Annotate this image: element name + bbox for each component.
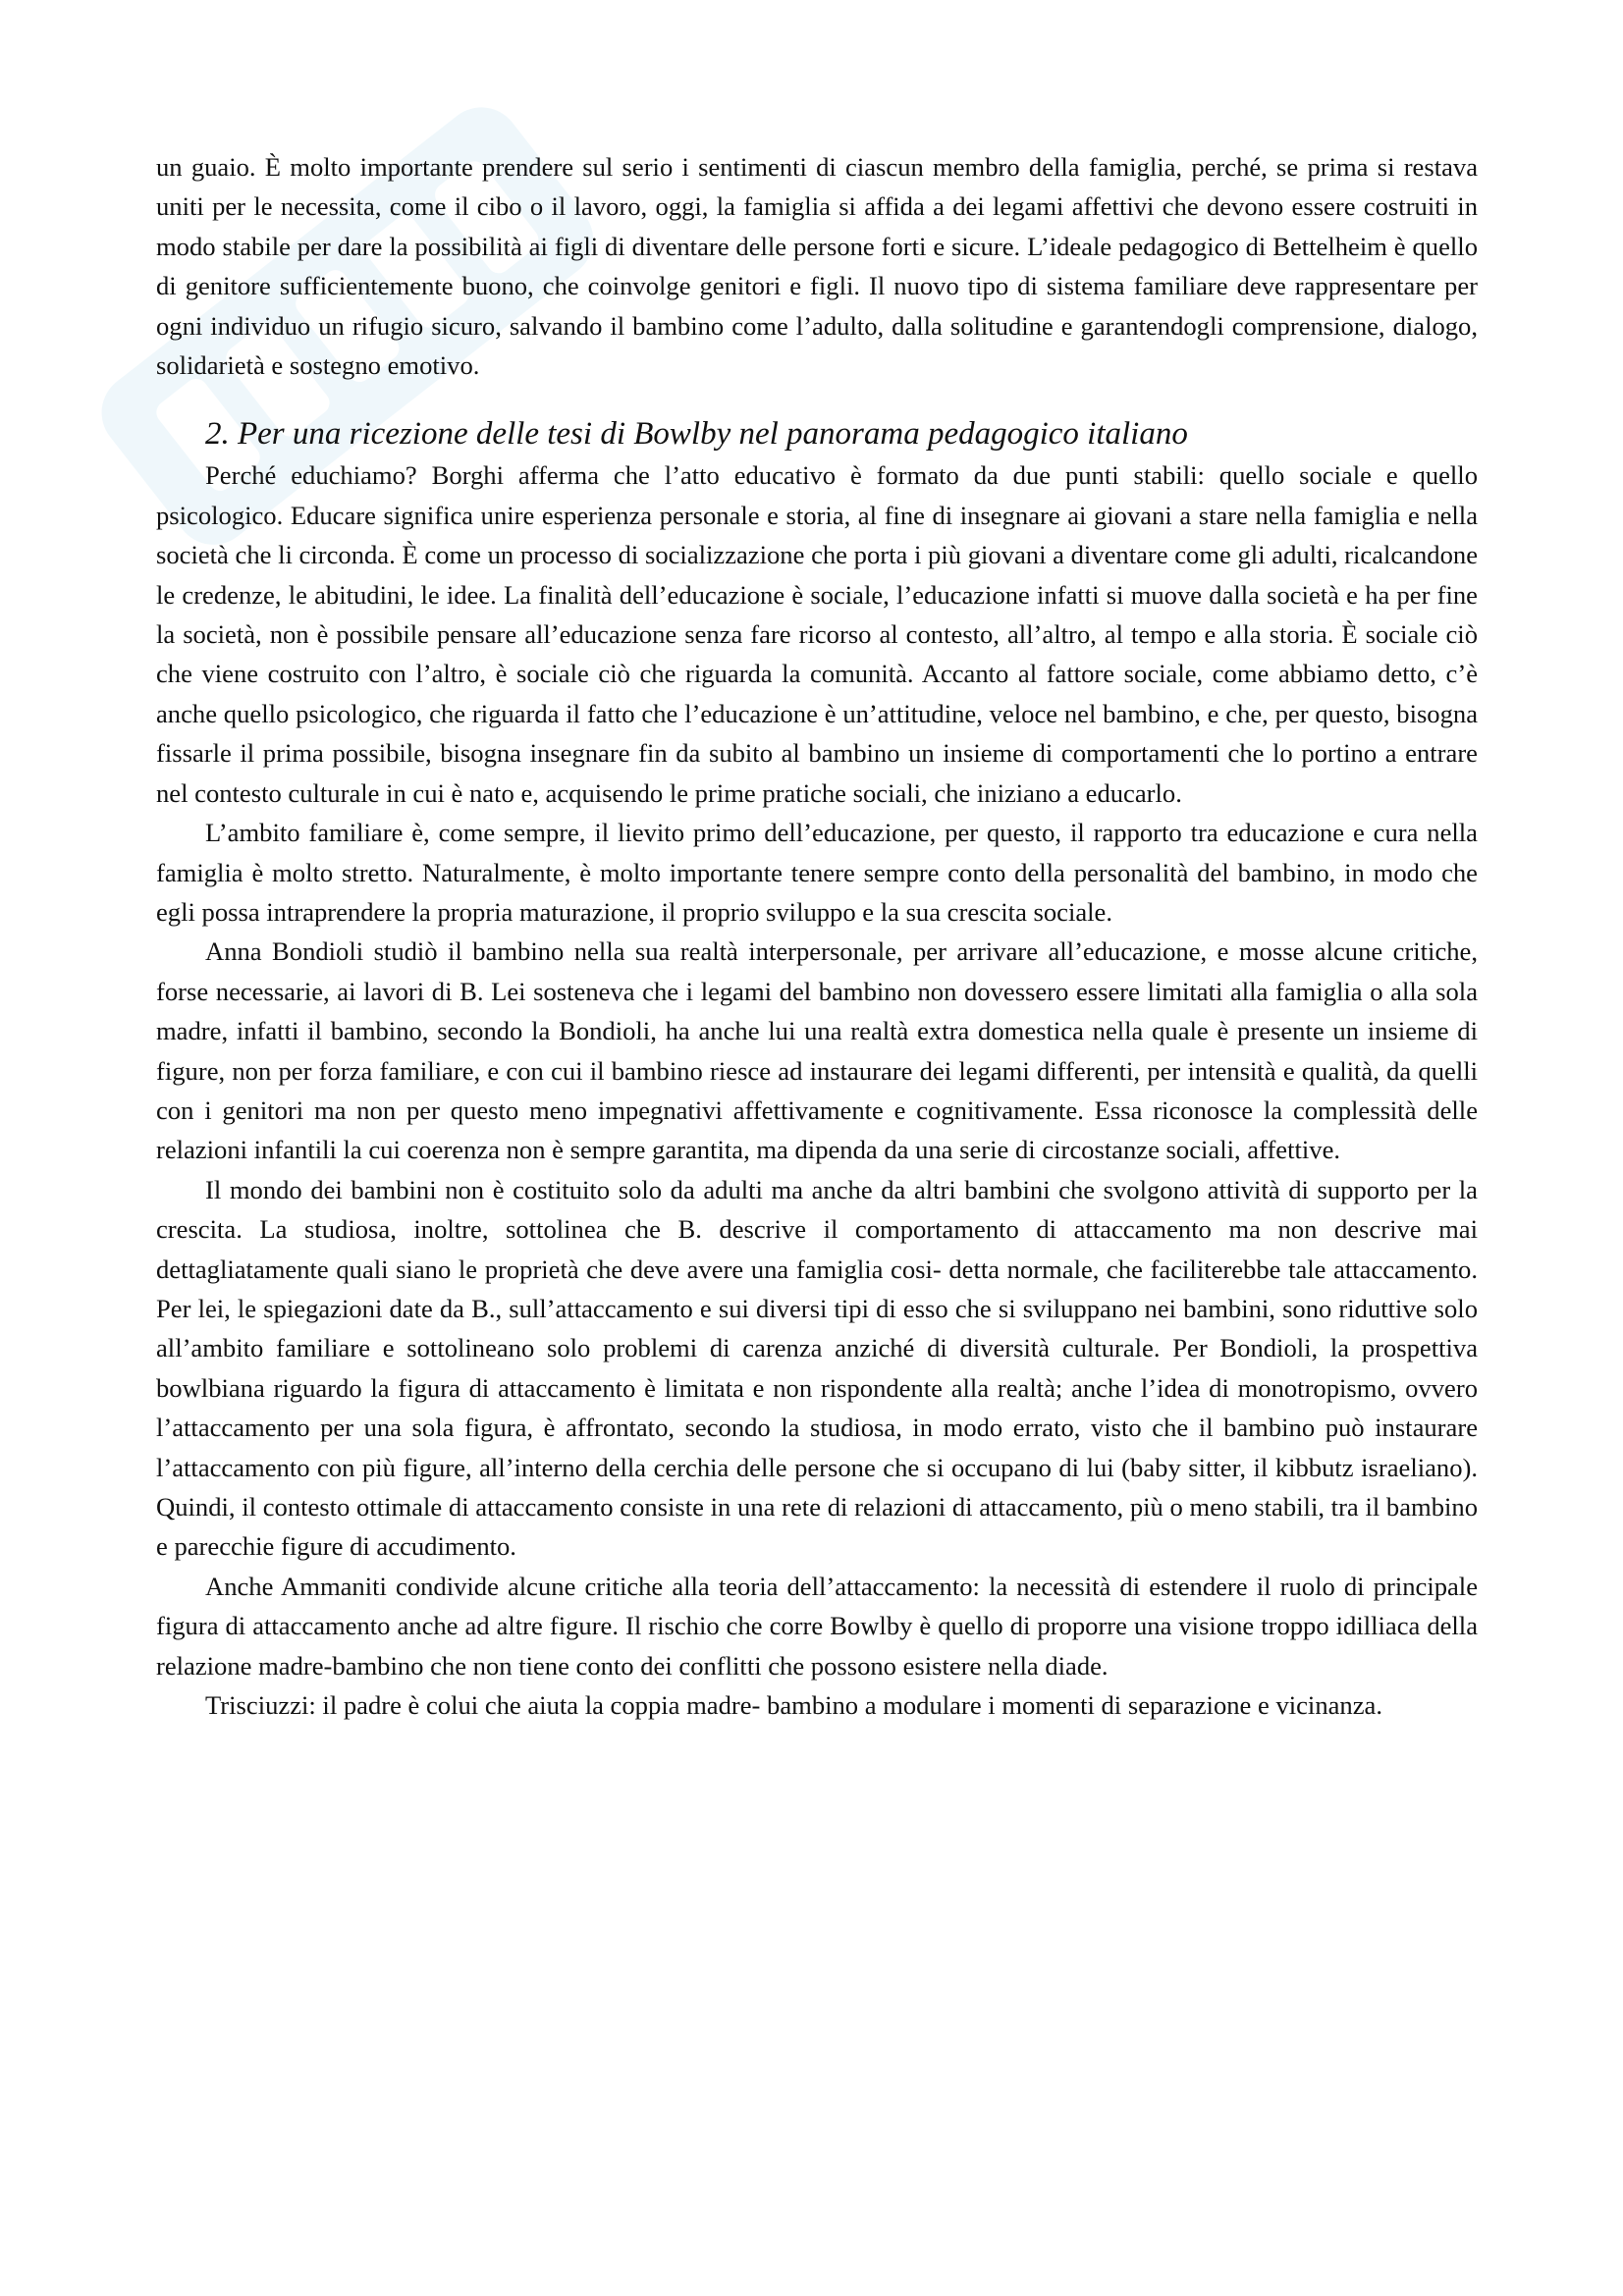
paragraph: L’ambito familiare è, come sempre, il lievito primo dell’educazione, per questo, il rapporto tra educazione e cura nella famiglia è molto stretto. Naturalmente, è molto importante tenere sempre conto della personalità del bambino, in modo che egli possa intraprendere la propria maturazione, il proprio sviluppo e la sua crescita sociale. [156, 818, 1478, 927]
section-heading: 2. Per una ricezione delle tesi di Bowlby nel panorama pedagogico italiano [205, 416, 1188, 453]
document-page [156, 147, 1478, 1725]
paragraph-intro: un guaio. È molto importante prendere sul serio i sentimenti di ciascun membro della famiglia, perché, se prima si restava uniti per le necessita, come il cibo o il lavoro, oggi, la famiglia si affida a dei legami affettivi che devono essere costruiti in modo stabile per dare la possibilità ai figli di diventare delle persone forti e sicure. L’ideale pedagogico di Bettelheim è quello di genitore sufficientemente buono, che coinvolge genitori e figli. Il nuovo tipo di sistema familiare deve rappresentare per ogni individuo un rifugio sicuro, salvando il bambino come l’adulto, dalla solitudine e garantendogli comprensione, dialogo, solidarietà e sostegno emotivo. [156, 152, 1478, 381]
paragraph: Anche Ammaniti condivide alcune critiche alla teoria dell’attaccamento: la necessità di estendere il ruolo di principale figura di attaccamento anche ad altre figure. Il rischio che corre Bowlby è quello di proporre una visione troppo idilliaca della relazione madre-bambino che non tiene conto dei conflitti che possono esistere nella diade. [156, 1571, 1478, 1681]
paragraph: Trisciuzzi: il padre è colui che aiuta la coppia madre- bambino a modulare i momenti di separazione e vicinanza. [205, 1690, 1382, 1721]
paragraph: Il mondo dei bambini non è costituito solo da adulti ma anche da altri bambini che svolgono attività di supporto per la crescita. La studiosa, inoltre, sottolinea che B. descrive il comportamento di attaccamento ma non descrive mai dettagliatamente quali siano le proprietà che deve avere una famiglia cosi- detta normale, che faciliterebbe tale attaccamento. Per lei, le spiegazioni date da B., sull’attaccamento e sui diversi tipi di esso che si sviluppano nei bambini, sono riduttive solo all’ambito familiare e sottolineano solo problemi di carenza anziché di diversità culturale. Per Bondioli, la prospettiva bowlbiana riguardo la figura di attaccamento è limitata e non rispondente alla realtà; anche l’idea di monotropismo, ovvero l’attaccamento per una sola figura, è affrontato, secondo la studiosa, in modo errato, visto che il bambino può instaurare l’attaccamento con più figure, all’interno della cerchia delle persone che si occupano di lui (baby sitter, il kibbutz israeliano). Quindi, il contesto ottimale di attaccamento consiste in una rete di relazioni di attaccamento, più o meno stabili, tra il bambino e parecchie figure di accudimento. [156, 1174, 1478, 1562]
paragraph: Perché educhiamo? Borghi afferma che l’atto educativo è formato da due punti stabili: quello sociale e quello psicologico. Educare significa unire esperienza personale e storia, al fine di insegnare ai giovani a stare nella famiglia e nella società che li circonda. È come un processo di socializzazione che porta i più giovani a diventare come gli adulti, ricalcandone le credenze, le abitudini, le idee. La finalità dell’educazione è sociale, l’educazione infatti si muove dalla società e ha per fine la società, non è possibile pensare all’educazione senza fare ricorso al contesto, all’altro, al tempo e alla storia. È sociale ciò che viene costruito con l’altro, è sociale ciò che riguarda la comunità. Accanto al fattore sociale, come abbiamo detto, c’è anche quello psicologico, che riguarda il fatto che l’educazione è un’attitudine, veloce nel bambino, e che, per questo, bisogna fissarle il prima possibile, bisogna insegnare fin da subito al bambino un insieme di comportamenti che lo portino a entrare nel contesto culturale in cui è nato e, acquisendo le prime pratiche sociali, che iniziano a educarlo. [156, 460, 1478, 808]
paragraph: Anna Bondioli studiò il bambino nella sua realtà interpersonale, per arrivare all’educazione, e mosse alcune critiche, forse necessarie, ai lavori di B. Lei sosteneva che i legami del bambino non dovessero essere limitati alla famiglia o alla sola madre, infatti il bambino, secondo la Bondioli, ha anche lui una realtà extra domestica nella quale è presente un insieme di figure, non per forza familiare, e con cui il bambino riesce ad instaurare dei legami differenti, per intensità e qualità, da quelli con i genitori ma non per questo meno impegnativi affettivamente e cognitivamente. Essa riconosce la complessità delle relazioni infantili la cui coerenza non è sempre garantita, ma dipenda da una serie di circostanze sociali, affettive. [156, 936, 1478, 1165]
